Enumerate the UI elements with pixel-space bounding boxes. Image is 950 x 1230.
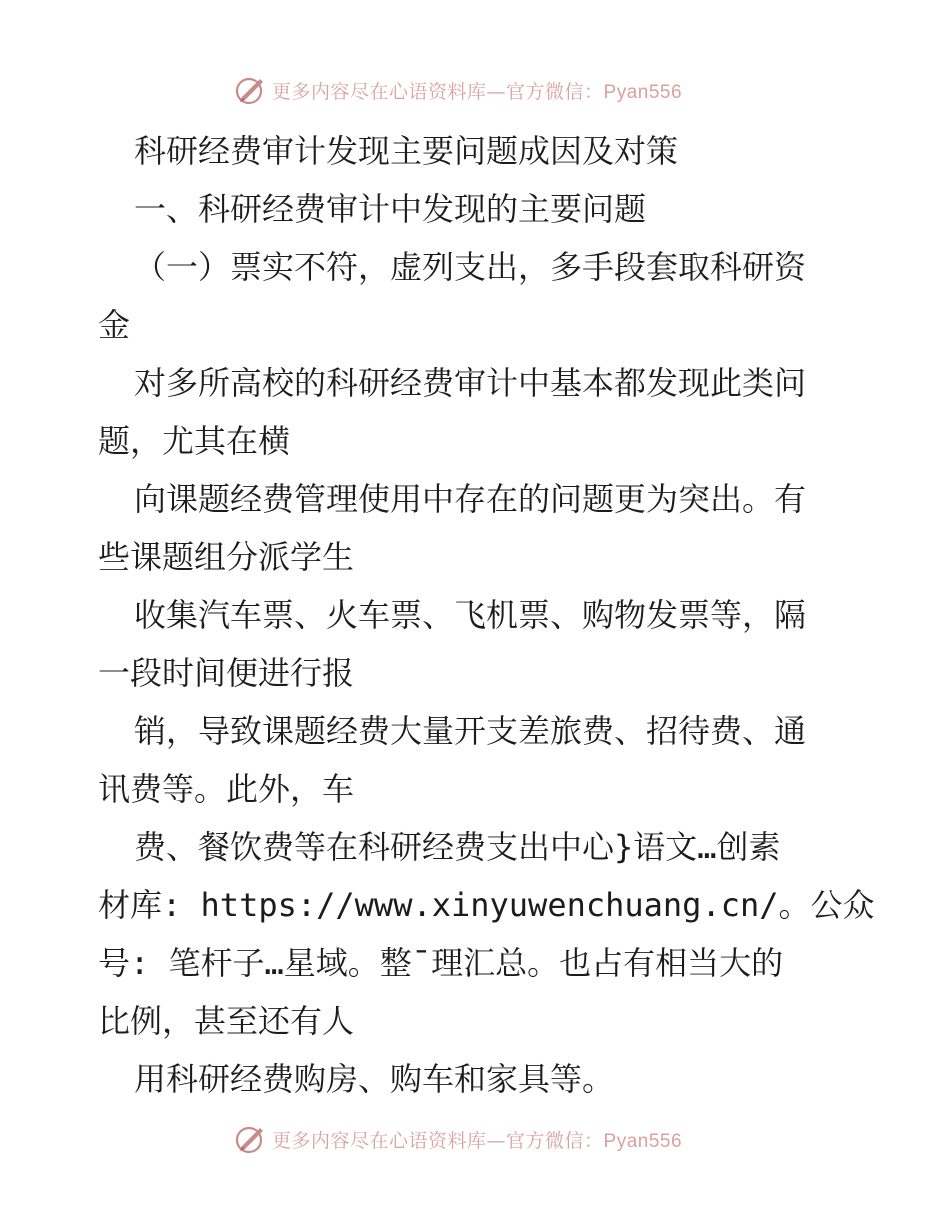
subsection-heading: （一）票实不符，虚列支出，多手段套取科研资	[134, 248, 807, 286]
paragraph-line: 销，导致课题经费大量开支差旅费、招待费、通	[134, 712, 807, 750]
paragraph-line: 题，尤其在横	[98, 422, 291, 460]
pen-logo-icon	[234, 73, 268, 107]
doc-title: 科研经费审计发现主要问题成因及对策	[134, 132, 679, 170]
watermark-banner-bottom	[234, 1121, 682, 1157]
paragraph-line: 收集汽车票、火车票、飞机票、购物发票等，隔	[134, 596, 807, 634]
watermark-text: 更多内容尽在心语资料库—官方微信：Pyan556	[272, 80, 683, 103]
paragraph-line: 号: 笔杆子…星域。整¯理汇总。也占有相当大的	[98, 944, 784, 982]
paragraph-line: 些课题组分派学生	[98, 538, 355, 576]
section-heading: 一、科研经费审计中发现的主要问题	[134, 190, 647, 228]
document-body	[98, 122, 875, 1108]
subsection-heading-cont: 金	[98, 306, 131, 344]
pen-logo-icon	[234, 1122, 268, 1156]
paragraph-line: 用科研经费购房、购车和家具等。	[134, 1060, 615, 1098]
paragraph-line: 费、餐饮费等在科研经费支出中心}语文…创素	[134, 828, 781, 866]
paragraph-line: 对多所高校的科研经费审计中基本都发现此类问	[134, 364, 807, 402]
paragraph-line: 比例，甚至还有人	[98, 1002, 355, 1040]
paragraph-line: 一段时间便进行报	[98, 654, 355, 692]
paragraph-line: 向课题经费管理使用中存在的问题更为突出。有	[134, 480, 807, 518]
paragraph-line: 材库: https://www.xinyuwenchuang.cn/。公众	[98, 886, 875, 924]
watermark-banner-top	[234, 72, 682, 108]
watermark-text: 更多内容尽在心语资料库—官方微信：Pyan556	[272, 1129, 683, 1152]
watermark-id: Pyan556	[603, 81, 683, 103]
paragraph-line: 讯费等。此外，车	[98, 770, 355, 808]
watermark-id: Pyan556	[603, 1130, 683, 1152]
